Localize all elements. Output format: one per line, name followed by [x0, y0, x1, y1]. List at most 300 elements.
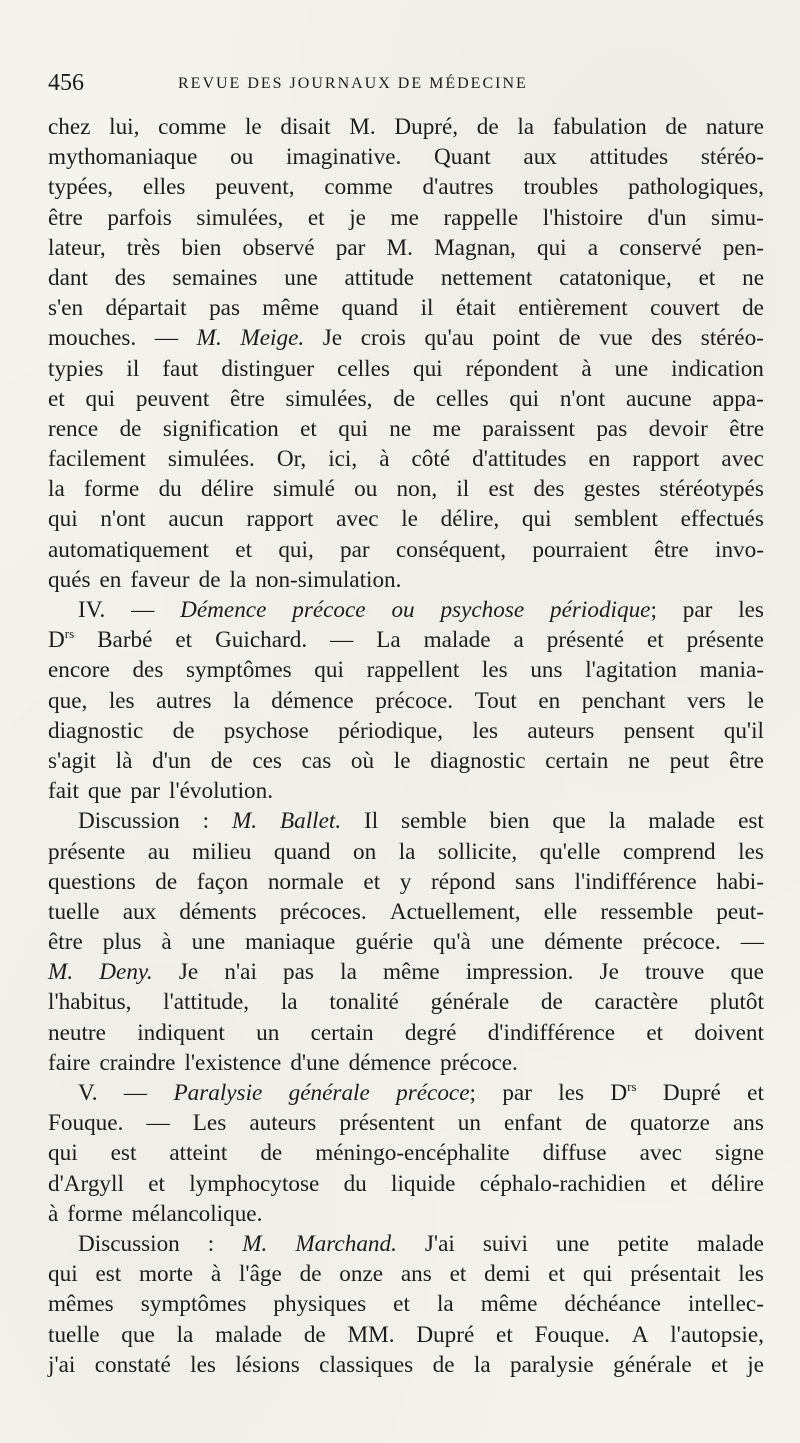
word: qui [48, 1261, 78, 1288]
text-line [48, 595, 764, 625]
word: l'histoire [542, 204, 623, 231]
word: n'ont [100, 506, 146, 533]
text-line [48, 565, 764, 595]
word: effectués [680, 506, 764, 533]
word: certain [310, 1019, 374, 1046]
word: j'ai [48, 1351, 76, 1378]
word: V. [78, 1080, 98, 1106]
word: ou [354, 476, 378, 503]
word: observé [242, 234, 315, 261]
word: de [432, 1351, 455, 1378]
word: troubles [523, 174, 599, 201]
word: où [350, 747, 375, 774]
word: départait [105, 295, 187, 322]
word: à [210, 1261, 222, 1288]
word: me [432, 415, 461, 442]
word: déments [179, 898, 257, 925]
word: Démence [180, 597, 267, 623]
word: liquide [391, 1170, 456, 1197]
word: que [552, 808, 586, 835]
word: parfois [107, 204, 172, 231]
word: ressemble [600, 898, 694, 925]
word: et [449, 1261, 467, 1288]
word: d'indifférence [487, 1019, 616, 1046]
word: même [383, 959, 440, 986]
word: indiquent [137, 1019, 225, 1046]
text-line [48, 957, 764, 987]
word: même [262, 295, 320, 322]
text-line [48, 1108, 764, 1138]
word: précoce. [439, 1049, 518, 1076]
word: l'existence [184, 1049, 282, 1076]
word: la [229, 566, 247, 593]
word: mêmes [48, 1291, 114, 1318]
word: façon [196, 868, 249, 895]
word: psychose [440, 597, 525, 623]
word: M. [231, 808, 258, 835]
word: qu'au [424, 325, 474, 352]
word: et [548, 1261, 566, 1288]
page-number: 456 [48, 70, 84, 96]
word: malade [215, 1321, 283, 1348]
word: pas [596, 415, 628, 442]
word: invo- [715, 536, 764, 563]
word: délire [711, 1170, 764, 1197]
text-line [48, 1169, 764, 1199]
word: un [256, 1019, 280, 1046]
word: de [172, 717, 195, 744]
word: ou [391, 597, 415, 623]
word: des [114, 264, 146, 291]
word: diagnostic [430, 747, 526, 774]
word: et [646, 1019, 664, 1046]
word: nettement [440, 264, 533, 291]
text-line [48, 384, 764, 414]
word: n'ont [559, 385, 606, 412]
word: attitude [344, 264, 415, 291]
word: l'agitation [585, 657, 677, 684]
word: et [698, 264, 716, 291]
word: mania- [699, 657, 764, 684]
word: et [363, 868, 381, 895]
word: les [558, 1080, 585, 1106]
word: qui [536, 234, 567, 261]
word: penchant [581, 687, 666, 714]
text-line [48, 293, 764, 323]
word: Meige. [240, 325, 305, 352]
word: là [115, 747, 133, 774]
word: des [533, 476, 565, 503]
word: un [457, 1110, 481, 1137]
word: précoces. [279, 898, 367, 925]
word: pensent [623, 717, 695, 744]
word: générale [288, 1080, 370, 1106]
word: la [340, 959, 357, 986]
word: s'en [48, 295, 84, 322]
word: aux [122, 898, 157, 925]
word: normale [267, 868, 344, 895]
word: Fouque. [48, 1110, 124, 1137]
word: enfant [504, 1110, 562, 1137]
word: de [393, 385, 416, 412]
word: le [244, 114, 262, 140]
word: de [742, 295, 764, 322]
word: peut- [716, 898, 764, 925]
word: indication [671, 355, 764, 382]
word: de [665, 114, 688, 140]
word: précoce; [396, 1080, 476, 1106]
word: simulées, [285, 385, 373, 412]
word: Dupré, [394, 114, 459, 140]
word: appa- [712, 385, 764, 412]
word: la [517, 114, 535, 140]
text-line [48, 716, 764, 746]
text-line [48, 1048, 764, 1078]
word: Fouque. [534, 1321, 610, 1348]
text-line [48, 1289, 764, 1319]
word: Discussion [78, 808, 180, 835]
word: intellec- [687, 1291, 764, 1318]
word: pathologiques, [628, 174, 764, 201]
word: et [496, 1321, 513, 1348]
word: celles [435, 385, 489, 412]
word: stéréotypés [659, 476, 764, 503]
page-header [48, 70, 760, 104]
word: : [207, 1230, 215, 1257]
text-line [48, 172, 764, 202]
word: guérie [355, 929, 414, 956]
text-line [48, 1199, 764, 1229]
word: l'attitude, [163, 989, 250, 1016]
text-line [48, 987, 764, 1017]
word: elle [543, 898, 578, 925]
word: stéréo- [700, 325, 764, 352]
word: rence [48, 415, 99, 442]
word: habi- [716, 868, 764, 895]
word: être [729, 747, 764, 774]
word: l'indifférence [574, 868, 697, 895]
word: dant [48, 264, 88, 291]
word: de [210, 747, 233, 774]
word: de [198, 566, 221, 593]
word: s'agit [48, 747, 96, 774]
word: qui [509, 385, 540, 412]
word: avec [639, 1140, 683, 1167]
word: tuelle [48, 1321, 100, 1348]
word: — [740, 929, 764, 956]
word: M. [242, 1230, 268, 1257]
word: ne [742, 264, 764, 291]
word: neutre [48, 1019, 106, 1046]
text-line [48, 323, 764, 353]
word: Or, [276, 446, 307, 473]
word: mélancolique. [131, 1200, 263, 1227]
word: est [738, 808, 764, 835]
word: que, [48, 687, 88, 714]
word: lésions [235, 1351, 300, 1378]
word: tuelle [48, 898, 100, 925]
word: qués [48, 566, 91, 593]
word: je [747, 1351, 764, 1378]
word: la [280, 989, 298, 1016]
word: pas [209, 295, 240, 322]
word: pen- [722, 234, 764, 261]
word: fait [48, 778, 79, 805]
word: devoir [648, 415, 708, 442]
word: auteurs [249, 1110, 317, 1137]
word: diagnostic [48, 717, 144, 744]
word: de [119, 415, 142, 442]
word: rappelle [443, 204, 519, 231]
word: avec [336, 506, 379, 533]
word: être [729, 415, 764, 442]
word: de [299, 1261, 322, 1288]
word: côté [411, 446, 451, 473]
word: $D^{rs}$ [610, 1079, 637, 1106]
word: Barbé [97, 627, 153, 654]
word: mouches. [48, 325, 137, 352]
word: peuvent [135, 385, 210, 412]
word: A [631, 1321, 649, 1348]
word: le [401, 506, 418, 533]
word: ou [230, 144, 254, 171]
word: générale [430, 989, 510, 1016]
word: du [158, 476, 182, 503]
word: semble [401, 808, 467, 835]
word: vers [686, 687, 726, 714]
text-line [48, 1018, 764, 1048]
word: de [558, 325, 581, 352]
word: disait [280, 114, 331, 140]
word: catatonique, [559, 264, 672, 291]
word: qui [582, 1261, 613, 1288]
word: peut [669, 747, 710, 774]
word: de [476, 114, 499, 140]
word: de [540, 989, 563, 1016]
word: M. [196, 325, 222, 352]
text-line [48, 1259, 764, 1289]
word: bien [489, 808, 530, 835]
text-line [48, 112, 764, 142]
word: que [87, 778, 122, 805]
word: des [132, 657, 164, 684]
word: qui [48, 506, 78, 533]
word: les [190, 1351, 216, 1378]
word: vue [599, 325, 633, 352]
word: déchéance [564, 1291, 661, 1318]
word: me [390, 204, 419, 231]
word: — [123, 1080, 148, 1106]
word: la [233, 687, 250, 714]
word: imaginative. [286, 144, 402, 171]
word: très [126, 234, 161, 261]
word: qu'elle [539, 838, 601, 865]
word: il [456, 476, 470, 503]
word: faveur [130, 566, 190, 593]
word: Magnan, [434, 234, 516, 261]
word: autres [156, 687, 212, 714]
word: par [502, 1080, 532, 1106]
word: sans [514, 868, 555, 895]
word: démente [544, 929, 623, 956]
text-line [48, 1350, 764, 1380]
word: impression. [465, 959, 574, 986]
word: répond [430, 868, 496, 895]
word: aucune [625, 385, 692, 412]
word: l'âge [238, 1261, 282, 1288]
word: était [455, 295, 496, 322]
word: suivi [482, 1230, 528, 1257]
text-line [48, 444, 764, 474]
word: faire [48, 1049, 91, 1076]
word: par [682, 597, 713, 623]
word: d'un [647, 204, 687, 231]
word: d'attitudes [472, 446, 567, 473]
word: aucun [168, 506, 224, 533]
word: ans [400, 1261, 432, 1288]
word: comme [324, 174, 393, 201]
running-title: REVUE DES JOURNAUX DE MÉDECINE [178, 75, 528, 92]
word: au [147, 838, 170, 865]
word: les [738, 597, 764, 623]
word: simulées, [196, 204, 284, 231]
word: automatiquement [48, 536, 209, 563]
word: pas [283, 959, 314, 986]
word: : [202, 808, 210, 835]
text-line [48, 354, 764, 384]
text-line [48, 867, 764, 897]
word: comme [158, 114, 227, 140]
word: maniaque [245, 929, 336, 956]
word: classiques [319, 1351, 414, 1378]
text-line [48, 806, 764, 836]
word: malade [696, 1230, 764, 1257]
word: d'un [152, 747, 192, 774]
word: périodique; [550, 597, 657, 623]
word: plus [102, 929, 142, 956]
word: — [330, 627, 354, 654]
word: les [738, 1261, 764, 1288]
word: le [747, 687, 764, 714]
word: non-simulation. [255, 566, 402, 593]
word: forme [67, 1200, 123, 1227]
word: de [155, 868, 178, 895]
word: Dupré [416, 1321, 475, 1348]
word: rappellent [366, 657, 460, 684]
word: n'ai [224, 959, 257, 986]
word: uns [530, 657, 563, 684]
word: constaté [94, 1351, 171, 1378]
word: caractère [594, 989, 679, 1016]
text-line [48, 1320, 764, 1350]
word: et [48, 385, 65, 412]
word: M. [349, 114, 376, 140]
word: et [148, 1170, 165, 1197]
word: attitudes [589, 144, 669, 171]
text-line [48, 1078, 764, 1108]
word: précoce [292, 597, 366, 623]
word: le [393, 747, 411, 774]
word: l'évolution. [169, 778, 274, 805]
word: précoce. [642, 929, 721, 956]
word: trouve [645, 959, 705, 986]
word: atteint [169, 1140, 228, 1167]
word: à [581, 355, 592, 382]
word: générale [613, 1351, 692, 1378]
text-line [48, 655, 764, 685]
word: signe [715, 1140, 764, 1167]
word: et [307, 204, 325, 231]
word: précoce. [375, 687, 454, 714]
word: onze [339, 1261, 384, 1288]
word: et [235, 536, 253, 563]
word: il [420, 295, 434, 322]
text-line [48, 142, 764, 172]
word: La [376, 627, 401, 654]
text-line [48, 414, 764, 444]
word: du [343, 1170, 367, 1197]
word: la [436, 1291, 454, 1318]
word: aux [523, 144, 557, 171]
word: — [146, 1110, 170, 1137]
word: gestes [583, 476, 641, 503]
word: qui [521, 506, 552, 533]
word: lymphocytose [189, 1170, 320, 1197]
word: présente [686, 627, 764, 654]
word: la [473, 1351, 491, 1378]
word: non, [396, 476, 438, 503]
word: paralysie [510, 1351, 594, 1378]
word: point [492, 325, 540, 352]
word: Paralysie [173, 1080, 263, 1106]
word: présente [48, 838, 126, 865]
word: d'autres [422, 174, 494, 201]
word: Les [192, 1110, 227, 1137]
word: ces [252, 747, 282, 774]
word: à [379, 446, 390, 473]
word: encore [48, 657, 110, 684]
word: être [230, 385, 265, 412]
word: tonalité [329, 989, 399, 1016]
word: rapport [246, 506, 314, 533]
word: une [284, 264, 318, 291]
word: de [303, 1321, 326, 1348]
word: — [154, 325, 179, 352]
word: elles [142, 174, 186, 201]
word: par [130, 778, 160, 805]
text-line [48, 535, 764, 565]
word: a [587, 234, 599, 261]
word: et [300, 415, 317, 442]
word: d'Argyll [48, 1170, 124, 1197]
text-line [48, 686, 764, 716]
word: auteurs [527, 717, 595, 744]
text-line [48, 263, 764, 293]
word: par [335, 234, 366, 261]
word: une [614, 355, 649, 382]
word: Je [599, 959, 619, 986]
word: simu- [711, 204, 764, 231]
word: une [191, 929, 226, 956]
word: la [48, 476, 65, 503]
word: qu'il [723, 717, 764, 744]
word: doivent [694, 1019, 764, 1046]
word: on [353, 838, 377, 865]
body-text [48, 112, 764, 1380]
word: délire [201, 476, 254, 503]
word: MM. [347, 1321, 395, 1348]
word: être [48, 929, 83, 956]
